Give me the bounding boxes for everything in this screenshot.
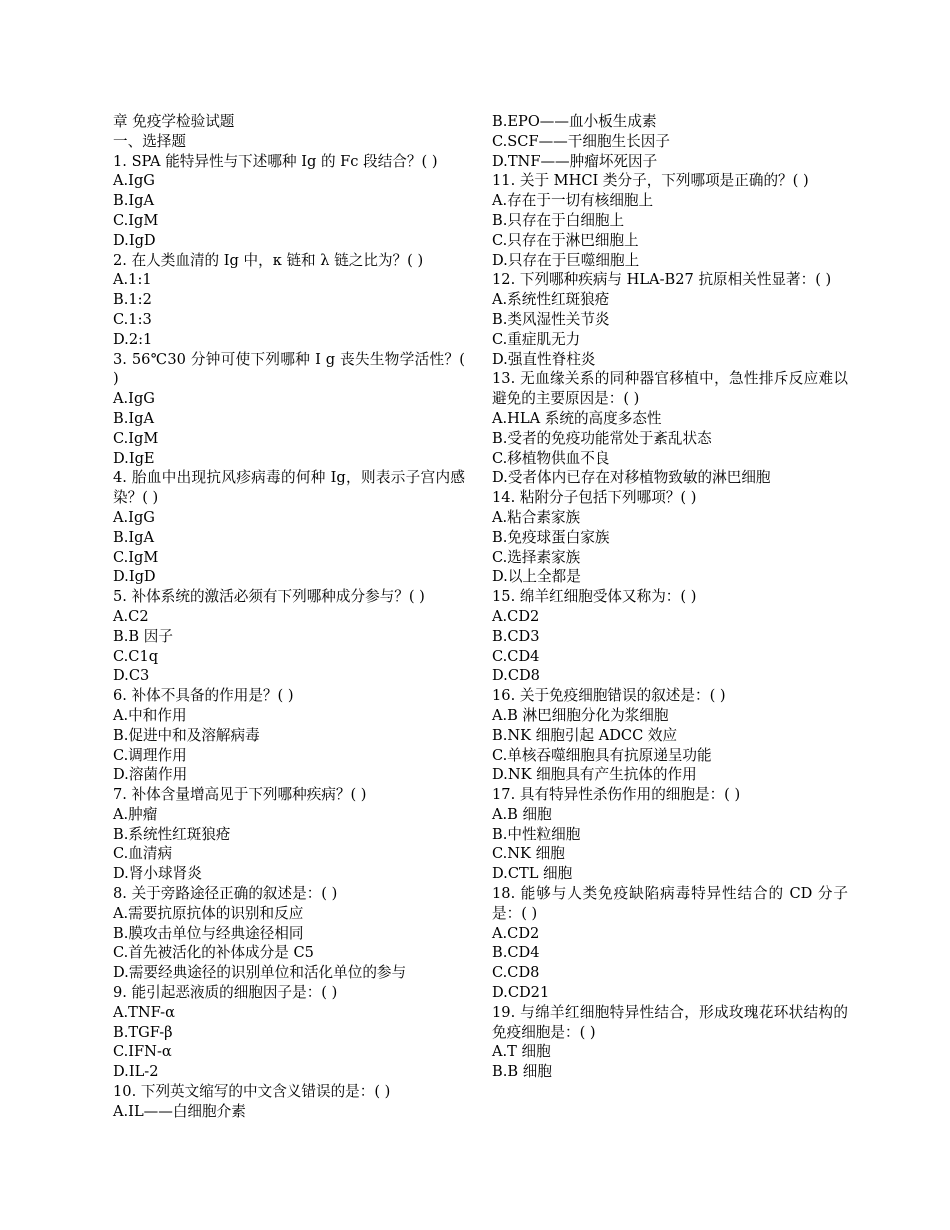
answer-option: C.NK 细胞 — [492, 845, 565, 863]
answer-option: C.C1q — [113, 647, 159, 665]
answer-option: B.IgA — [113, 192, 155, 210]
question-text: 9. 能引起恶液质的细胞因子是：( ) — [113, 984, 338, 1002]
question-text: 1. SPA 能特异性与下述哪种 Ig 的 Fc 段结合？( ) — [113, 152, 438, 170]
question-text: 5. 补体系统的激活必须有下列哪种成分参与？( ) — [113, 588, 425, 606]
answer-option: D.强直性脊柱炎 — [492, 350, 596, 368]
left-question-list — [113, 152, 465, 1122]
question-text: 14. 粘附分子包括下列哪项？( ) — [492, 489, 697, 507]
answer-option: D.只存在于巨噬细胞上 — [492, 251, 640, 269]
answer-option: A.HLA 系统的高度多态性 — [492, 409, 662, 427]
answer-option: D.IgD — [113, 568, 156, 586]
answer-option: D.以上全都是 — [492, 568, 581, 586]
answer-option: A.IL——白细胞介素 — [113, 1102, 246, 1120]
question-text: 3. 56℃30 分钟可使下列哪种 I g 丧失生物学活性？( ) — [113, 350, 465, 388]
answer-option: C.只存在于淋巴细胞上 — [492, 231, 639, 249]
answer-option: C.1:3 — [113, 310, 152, 328]
answer-option: A.粘合素家族 — [492, 508, 581, 526]
answer-option: A.C2 — [113, 607, 149, 625]
answer-option: D.需要经典途径的识别单位和活化单位的参与 — [113, 964, 407, 982]
right-column — [492, 112, 848, 1082]
left-column — [113, 112, 465, 1122]
answer-option: D.肾小球肾炎 — [113, 865, 202, 883]
answer-option: B.促进中和及溶解病毒 — [113, 726, 260, 744]
answer-option: A.B 细胞 — [492, 805, 552, 823]
answer-option: C.IgM — [113, 429, 159, 447]
answer-option: D.受者体内已存在对移植物致敏的淋巴细胞 — [492, 469, 771, 487]
answer-option: D.CD21 — [492, 984, 550, 1002]
answer-option: B.CD3 — [492, 627, 540, 645]
answer-option: B.类风湿性关节炎 — [492, 310, 610, 328]
answer-option: C.单核吞噬细胞具有抗原递呈功能 — [492, 746, 712, 764]
answer-option: C.调理作用 — [113, 746, 187, 764]
answer-option: C.移植物供血不良 — [492, 449, 610, 467]
question-text: 17. 具有特异性杀伤作用的细胞是：( ) — [492, 786, 741, 804]
answer-option: B.只存在于白细胞上 — [492, 211, 625, 229]
answer-option: C.IFN-α — [113, 1043, 172, 1061]
question-text: 2. 在人类血清的 Ig 中，κ 链和 λ 链之比为？( ) — [113, 251, 424, 269]
answer-option: D.IgD — [113, 231, 156, 249]
question-text: 19. 与绵羊红细胞特异性结合，形成玫瑰花环状结构的免疫细胞是：( ) — [492, 1003, 848, 1041]
answer-option: A.T 细胞 — [492, 1043, 551, 1061]
answer-option: A.系统性红斑狼疮 — [492, 291, 610, 309]
question-text: 4. 胎血中出现抗风疹病毒的何种 Ig，则表示子宫内感染？( ) — [113, 469, 465, 507]
answer-option: A.IgG — [113, 390, 155, 408]
answer-option: B.B 因子 — [113, 627, 173, 645]
answer-option: A.B 淋巴细胞分化为浆细胞 — [492, 706, 669, 724]
answer-option: A.中和作用 — [113, 706, 187, 724]
answer-option: B.膜攻击单位与经典途径相同 — [113, 924, 304, 942]
answer-option: B.受者的免疫功能常处于紊乱状态 — [492, 429, 712, 447]
answer-option: A.肿瘤 — [113, 805, 158, 823]
answer-option: D.NK 细胞具有产生抗体的作用 — [492, 766, 697, 784]
answer-option: C.SCF——干细胞生长因子 — [492, 132, 670, 150]
question-text: 13. 无血缘关系的同种器官移植中，急性排斥反应难以避免的主要原因是：( ) — [492, 370, 848, 408]
answer-option: B.中性粒细胞 — [492, 825, 581, 843]
answer-option: C.选择素家族 — [492, 548, 581, 566]
answer-option: D.TNF——肿瘤坏死因子 — [492, 152, 658, 170]
question-text: 18. 能够与人类免疫缺陷病毒特异性结合的 CD 分子是：( ) — [492, 885, 848, 922]
answer-option: D.CTL 细胞 — [492, 865, 573, 883]
answer-option: A.CD2 — [492, 924, 540, 942]
answer-option: D.IL-2 — [113, 1063, 159, 1081]
answer-option: C.血清病 — [113, 845, 173, 863]
section-title: 一、选择题 — [113, 132, 186, 150]
question-text: 15. 绵羊红细胞受体又称为：( ) — [492, 588, 697, 606]
answer-option: C.CD4 — [492, 647, 540, 665]
answer-option: D.IgE — [113, 449, 155, 467]
answer-option: D.溶菌作用 — [113, 766, 188, 784]
answer-option: D.C3 — [113, 667, 150, 685]
chapter-title: 章 免疫学检验试题 — [113, 113, 235, 130]
answer-option: C.重症肌无力 — [492, 330, 581, 348]
answer-option: C.CD8 — [492, 964, 540, 982]
answer-option: A.1:1 — [113, 271, 152, 289]
answer-option: B.系统性红斑狼疮 — [113, 825, 231, 843]
question-text: 8. 关于旁路途径正确的叙述是：( ) — [113, 885, 338, 903]
question-text: 11. 关于 MHCI 类分子，下列哪项是正确的？( ) — [492, 172, 809, 190]
right-question-list — [492, 112, 848, 1082]
answer-option: B.CD4 — [492, 944, 540, 962]
question-text: 10. 下列英文缩写的中文含义错误的是：( ) — [113, 1083, 391, 1101]
answer-option: A.需要抗原抗体的识别和反应 — [113, 904, 304, 922]
answer-option: A.CD2 — [492, 607, 540, 625]
answer-option: B.B 细胞 — [492, 1063, 552, 1081]
answer-option: C.IgM — [113, 548, 159, 566]
answer-option: A.IgG — [113, 508, 155, 526]
answer-option: B.1:2 — [113, 291, 152, 309]
answer-option: B.EPO——血小板生成素 — [492, 113, 657, 130]
answer-option: C.首先被活化的补体成分是 C5 — [113, 944, 314, 962]
answer-option: A.IgG — [113, 172, 155, 190]
question-text: 6. 补体不具备的作用是？( ) — [113, 687, 294, 705]
answer-option: B.免疫球蛋白家族 — [492, 528, 610, 546]
answer-option: D.CD8 — [492, 667, 540, 685]
question-text: 7. 补体含量增高见于下列哪种疾病？( ) — [113, 786, 367, 804]
answer-option: A.TNF-α — [113, 1003, 175, 1021]
answer-option: B.TGF-β — [113, 1023, 173, 1041]
answer-option: C.IgM — [113, 211, 159, 229]
question-text: 16. 关于免疫细胞错误的叙述是：( ) — [492, 687, 726, 705]
answer-option: A.存在于一切有核细胞上 — [492, 192, 654, 210]
answer-option: D.2:1 — [113, 330, 153, 348]
question-text: 12. 下列哪种疾病与 HLA-B27 抗原相关性显著：( ) — [492, 271, 832, 289]
answer-option: B.IgA — [113, 409, 155, 427]
answer-option: B.NK 细胞引起 ADCC 效应 — [492, 726, 678, 744]
answer-option: B.IgA — [113, 528, 155, 546]
